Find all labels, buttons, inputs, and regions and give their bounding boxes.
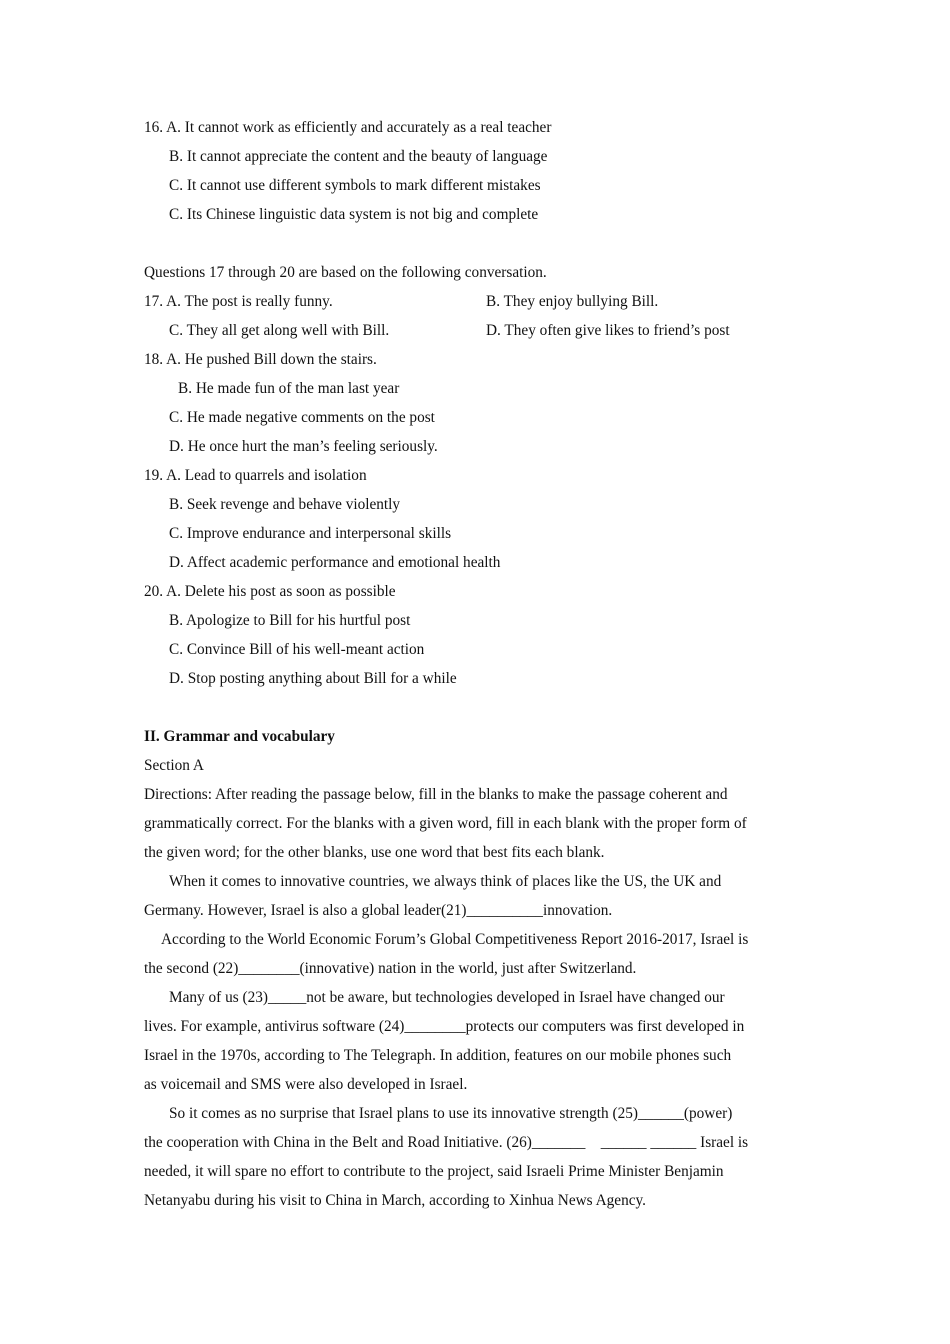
q16-option-c: C. It cannot use different symbols to mark different mistakes bbox=[169, 177, 541, 194]
passage-p2-line-2: the second (22)________(innovative) nation in the world, just after Switzerland. bbox=[144, 960, 637, 977]
questions-17-20-intro: Questions 17 through 20 are based on the following conversation. bbox=[144, 264, 547, 281]
passage-p1-line-2: Germany. However, Israel is also a global leader(21)__________innovation. bbox=[144, 902, 613, 919]
q20-option-d: D. Stop posting anything about Bill for a while bbox=[169, 670, 457, 687]
directions bbox=[144, 780, 807, 867]
q20-option-c: C. Convince Bill of his well-meant action bbox=[169, 641, 425, 658]
q16-option-a: 16. A. It cannot work as efficiently and accurately as a real teacher bbox=[144, 119, 552, 136]
directions-line-2: grammatically correct. For the blanks with a given word, fill in each blank with the proper form of bbox=[144, 815, 747, 832]
q18-option-b: B. He made fun of the man last year bbox=[178, 380, 400, 397]
q18-option-c: C. He made negative comments on the post bbox=[169, 409, 435, 426]
passage-p4-line-3: needed, it will spare no effort to contribute to the project, said Israeli Prime Minister Benjamin bbox=[144, 1163, 724, 1180]
passage-p3-line-3: Israel in the 1970s, according to The Telegraph. In addition, features on our mobile phones such bbox=[144, 1047, 732, 1064]
passage-p3-line-1: Many of us (23)_____not be aware, but technologies developed in Israel have changed our bbox=[169, 989, 725, 1006]
q20-option-a: 20. A. Delete his post as soon as possible bbox=[144, 583, 396, 600]
q16-option-b: B. It cannot appreciate the content and the beauty of language bbox=[169, 148, 548, 165]
passage-p2-line-1: According to the World Economic Forum’s Global Competitiveness Report 2016-2017, Israel is bbox=[161, 931, 749, 948]
q19-option-b: B. Seek revenge and behave violently bbox=[169, 496, 401, 513]
q17-option-b: B. They enjoy bullying Bill. bbox=[486, 293, 659, 310]
q20-option-b: B. Apologize to Bill for his hurtful post bbox=[169, 612, 411, 629]
passage-p4-line-4: Netanyabu during his visit to China in March, according to Xinhua News Agency. bbox=[144, 1192, 647, 1209]
q17-option-d: D. They often give likes to friend’s post bbox=[486, 322, 730, 339]
section-a-label: Section A bbox=[144, 757, 204, 774]
question-17 bbox=[144, 287, 807, 345]
directions-line-3: the given word; for the other blanks, use one word that best fits each blank. bbox=[144, 844, 605, 861]
q17-row-2 bbox=[144, 316, 807, 345]
q16-option-d: C. Its Chinese linguistic data system is not big and complete bbox=[169, 206, 539, 223]
question-19 bbox=[144, 461, 807, 577]
document-page bbox=[144, 113, 807, 1215]
question-18 bbox=[144, 345, 807, 461]
passage-p3-line-2: lives. For example, antivirus software (24)________protects our computers was first developed in bbox=[144, 1018, 745, 1035]
question-20 bbox=[144, 577, 807, 693]
spacer bbox=[144, 229, 807, 258]
passage-p1-line-1: When it comes to innovative countries, we always think of places like the US, the UK and bbox=[169, 873, 722, 890]
q18-option-d: D. He once hurt the man’s feeling seriously. bbox=[169, 438, 438, 455]
q18-option-a: 18. A. He pushed Bill down the stairs. bbox=[144, 351, 377, 368]
passage-p4-line-2: the cooperation with China in the Belt and Road Initiative. (26)_______ ______ ______ Israel is bbox=[144, 1134, 749, 1151]
q19-option-d: D. Affect academic performance and emotional health bbox=[169, 554, 501, 571]
q17-option-c: C. They all get along well with Bill. bbox=[169, 322, 390, 339]
passage bbox=[144, 867, 807, 1215]
q19-option-a: 19. A. Lead to quarrels and isolation bbox=[144, 467, 367, 484]
section-heading: II. Grammar and vocabulary bbox=[144, 728, 335, 745]
directions-line-1: Directions: After reading the passage below, fill in the blanks to make the passage coherent and bbox=[144, 786, 728, 803]
q19-option-c: C. Improve endurance and interpersonal skills bbox=[169, 525, 452, 542]
spacer bbox=[144, 693, 807, 722]
q17-row-1 bbox=[144, 287, 807, 316]
q17-option-a: 17. A. The post is really funny. bbox=[144, 293, 333, 310]
question-16 bbox=[144, 113, 807, 229]
passage-p3-line-4: as voicemail and SMS were also developed in Israel. bbox=[144, 1076, 468, 1093]
passage-p4-line-1: So it comes as no surprise that Israel plans to use its innovative strength (25)______(power) bbox=[169, 1105, 733, 1122]
